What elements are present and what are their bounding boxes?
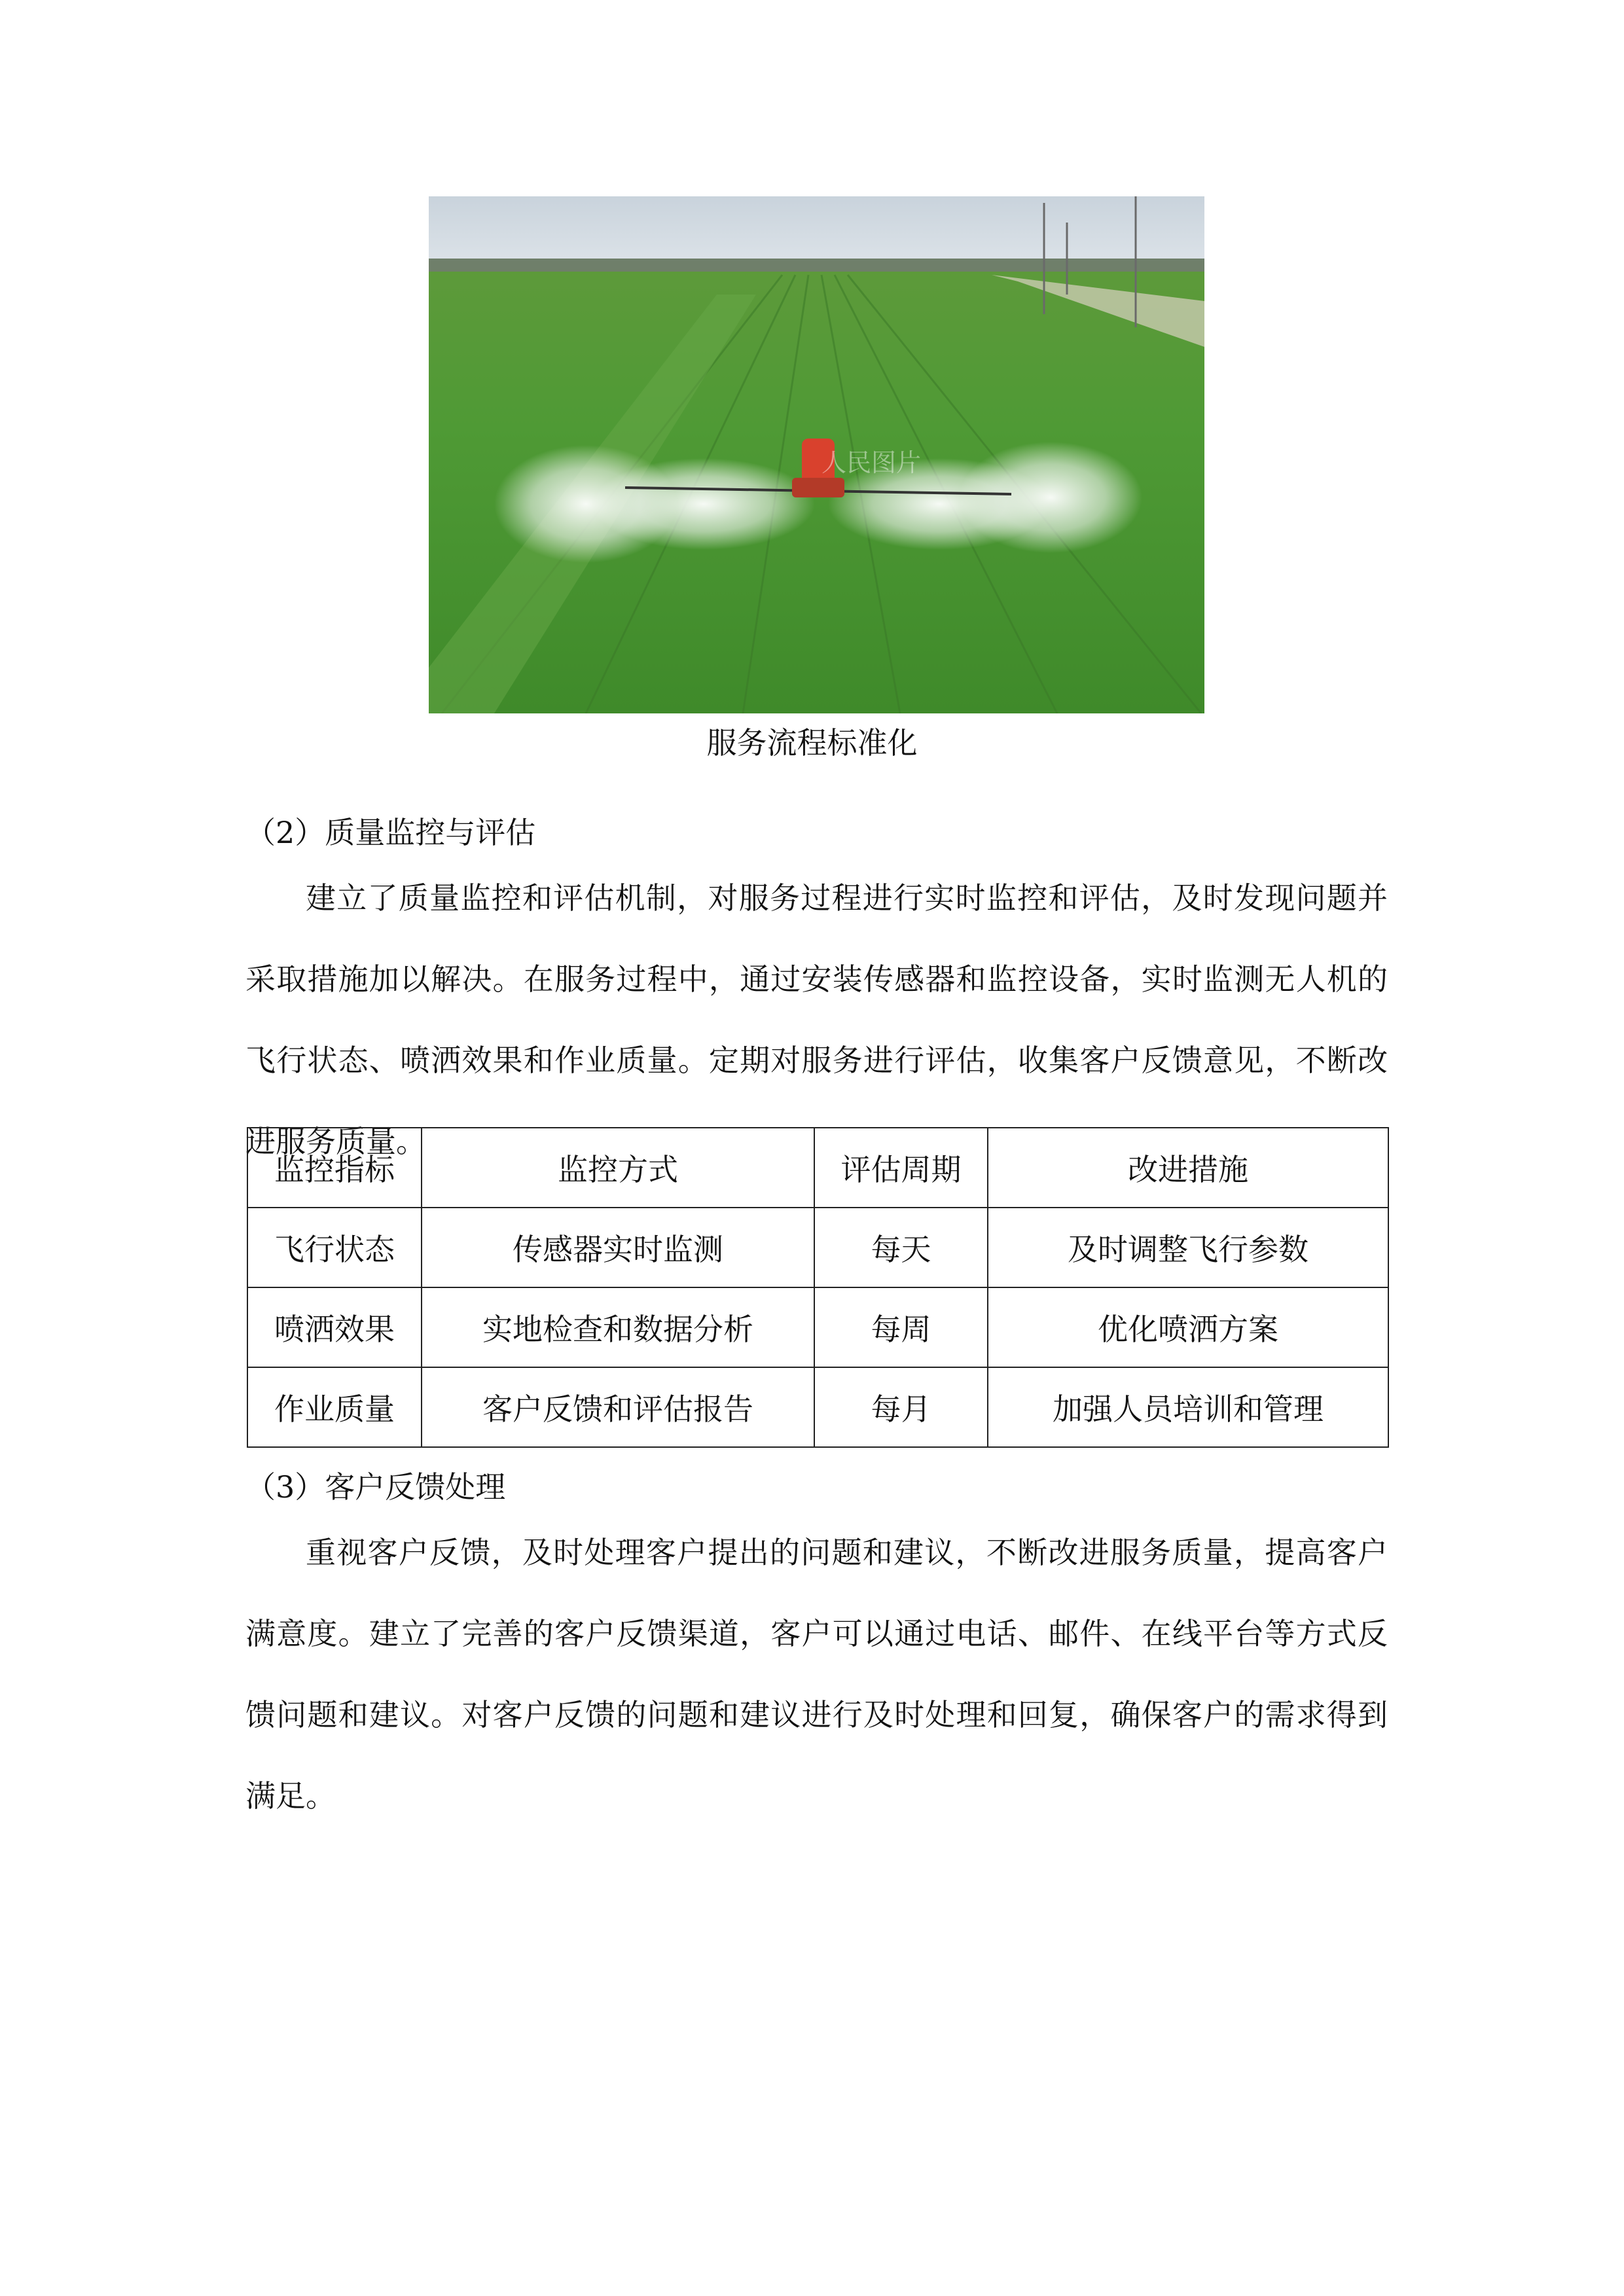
column-header-cycle: 评估周期: [814, 1128, 988, 1208]
section-2-paragraph: 建立了质量监控和评估机制，对服务过程进行实时监控和评估，及时发现问题并采取措施加以解决。在服务过程中，通过安装传感器和监控设备，实时监测无人机的飞行状态、喷洒效果和作业质量。定期对服务进行评估，收集客户反馈意见，不断改进服务质量。: [245, 880, 1388, 1159]
column-header-method: 监控方式: [422, 1128, 814, 1208]
table-row: [247, 1287, 1388, 1367]
table-cell: 传感器实时监测: [422, 1208, 814, 1287]
table-cell: 及时调整飞行参数: [988, 1208, 1388, 1287]
section-3-paragraph: 重视客户反馈，及时处理客户提出的问题和建议，不断改进服务质量，提高客户满意度。建立了完善的客户反馈渠道，客户可以通过电话、邮件、在线平台等方式反馈问题和建议。对客户反馈的问题和建议进行及时处理和回复，确保客户的需求得到满足。: [245, 1535, 1388, 1814]
section-2-heading: （2）质量监控与评估: [245, 815, 536, 850]
table-cell: 作业质量: [247, 1367, 422, 1447]
table-cell: 实地检查和数据分析: [422, 1287, 814, 1367]
table-cell: 飞行状态: [247, 1208, 422, 1287]
figure-caption: 服务流程标准化: [706, 725, 918, 761]
table-cell: 优化喷洒方案: [988, 1287, 1388, 1367]
crop-spraying-photo: [429, 196, 1204, 713]
table-row: [247, 1208, 1388, 1287]
column-header-measure: 改进措施: [988, 1128, 1388, 1208]
section-3-heading: （3）客户反馈处理: [245, 1469, 506, 1505]
table-cell: 加强人员培训和管理: [988, 1367, 1388, 1447]
table-header-row: [247, 1128, 1388, 1208]
photo-watermark: 人民图片: [821, 448, 922, 477]
table-cell: 喷洒效果: [247, 1287, 422, 1367]
column-header-metric: 监控指标: [247, 1128, 422, 1208]
table-cell: 每天: [814, 1208, 988, 1287]
monitoring-table: [247, 1127, 1389, 1448]
table-cell: 每月: [814, 1367, 988, 1447]
table-cell: 客户反馈和评估报告: [422, 1367, 814, 1447]
table-cell: 每周: [814, 1287, 988, 1367]
table-row: [247, 1367, 1388, 1447]
